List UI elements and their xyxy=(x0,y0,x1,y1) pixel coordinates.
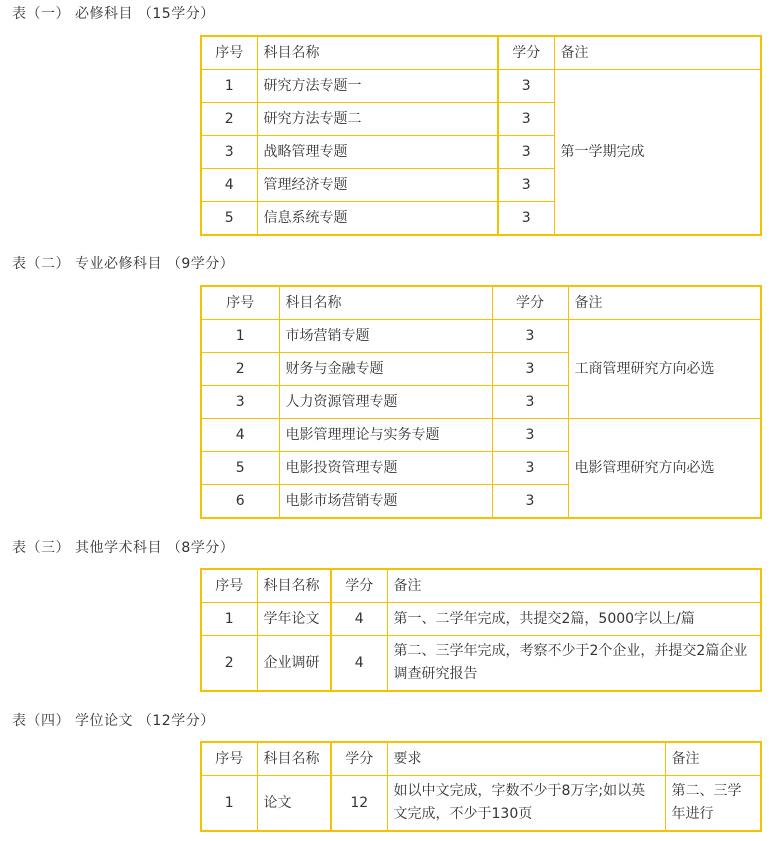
row-credits: 3 xyxy=(498,136,554,169)
table-4-caption: 表（四） 学位论文 （12学分） xyxy=(12,713,215,729)
row-no: 4 xyxy=(201,419,279,452)
header-remark: 备注 xyxy=(568,286,761,320)
row-name: 电影市场营销专题 xyxy=(279,485,492,519)
row-name: 论文 xyxy=(257,776,331,832)
row-name: 信息系统专题 xyxy=(257,202,498,236)
row-requirement: 如以中文完成，字数不少于8万字;如以英文完成，不少于130页 xyxy=(387,776,665,832)
row-no: 4 xyxy=(201,169,257,202)
row-remark: 第二、三学年完成，考察不少于2个企业，并提交2篇企业调查研究报告 xyxy=(387,636,761,692)
header-no: 序号 xyxy=(201,286,279,320)
row-credits: 12 xyxy=(331,776,387,832)
header-requirement: 要求 xyxy=(387,742,665,776)
row-name: 战略管理专题 xyxy=(257,136,498,169)
table-1-caption: 表（一） 必修科目 （15学分） xyxy=(12,6,215,22)
row-remark: 第一、二学年完成，共提交2篇，5000字以上/篇 xyxy=(387,603,761,636)
table-row xyxy=(201,776,761,832)
row-name: 人力资源管理专题 xyxy=(279,386,492,419)
row-name: 管理经济专题 xyxy=(257,169,498,202)
row-no: 1 xyxy=(201,320,279,353)
row-credits: 3 xyxy=(492,485,568,519)
row-credits: 4 xyxy=(331,603,387,636)
header-remark: 备注 xyxy=(665,742,761,776)
row-no: 1 xyxy=(201,70,257,103)
table-2-caption: 表（二） 专业必修科目 （9学分） xyxy=(12,256,235,272)
header-name: 科目名称 xyxy=(257,36,498,70)
header-no: 序号 xyxy=(201,569,257,603)
row-name: 研究方法专题一 xyxy=(257,70,498,103)
row-no: 2 xyxy=(201,353,279,386)
header-credits: 学分 xyxy=(331,569,387,603)
row-name: 市场营销专题 xyxy=(279,320,492,353)
row-credits: 3 xyxy=(498,202,554,236)
table-row xyxy=(201,636,761,692)
table-header-row xyxy=(201,742,761,776)
row-no: 2 xyxy=(201,636,257,692)
row-credits: 3 xyxy=(492,353,568,386)
row-credits: 4 xyxy=(331,636,387,692)
row-no: 5 xyxy=(201,202,257,236)
header-no: 序号 xyxy=(201,36,257,70)
header-name: 科目名称 xyxy=(257,569,331,603)
table-header-row xyxy=(201,286,761,320)
table-header-row xyxy=(201,36,761,70)
table-row xyxy=(201,70,761,103)
row-credits: 3 xyxy=(498,169,554,202)
table-row xyxy=(201,320,761,353)
table-header-row xyxy=(201,569,761,603)
row-no: 3 xyxy=(201,136,257,169)
header-remark: 备注 xyxy=(387,569,761,603)
row-no: 5 xyxy=(201,452,279,485)
header-name: 科目名称 xyxy=(279,286,492,320)
row-no: 6 xyxy=(201,485,279,519)
row-name: 电影管理理论与实务专题 xyxy=(279,419,492,452)
header-credits: 学分 xyxy=(498,36,554,70)
row-credits: 3 xyxy=(492,386,568,419)
row-remark: 工商管理研究方向必选 xyxy=(568,320,761,419)
row-no: 3 xyxy=(201,386,279,419)
header-no: 序号 xyxy=(201,742,257,776)
row-name: 电影投资管理专题 xyxy=(279,452,492,485)
header-credits: 学分 xyxy=(331,742,387,776)
other-academic-courses-table xyxy=(200,568,762,692)
thesis-table xyxy=(200,741,762,832)
header-name: 科目名称 xyxy=(257,742,331,776)
row-credits: 3 xyxy=(492,419,568,452)
header-credits: 学分 xyxy=(492,286,568,320)
row-no: 2 xyxy=(201,103,257,136)
row-remark: 电影管理研究方向必选 xyxy=(568,419,761,519)
row-no: 1 xyxy=(201,776,257,832)
row-remark: 第二、三学年进行 xyxy=(665,776,761,832)
table-row xyxy=(201,603,761,636)
table-3-caption: 表（三） 其他学术科目 （8学分） xyxy=(12,540,235,556)
row-name: 企业调研 xyxy=(257,636,331,692)
header-remark: 备注 xyxy=(554,36,761,70)
row-no: 1 xyxy=(201,603,257,636)
row-credits: 3 xyxy=(492,452,568,485)
row-remark: 第一学期完成 xyxy=(554,70,761,236)
row-name: 研究方法专题二 xyxy=(257,103,498,136)
required-courses-table xyxy=(200,35,762,236)
row-credits: 3 xyxy=(498,103,554,136)
table-row xyxy=(201,419,761,452)
row-name: 学年论文 xyxy=(257,603,331,636)
row-credits: 3 xyxy=(492,320,568,353)
major-required-courses-table xyxy=(200,285,762,519)
row-name: 财务与金融专题 xyxy=(279,353,492,386)
row-credits: 3 xyxy=(498,70,554,103)
